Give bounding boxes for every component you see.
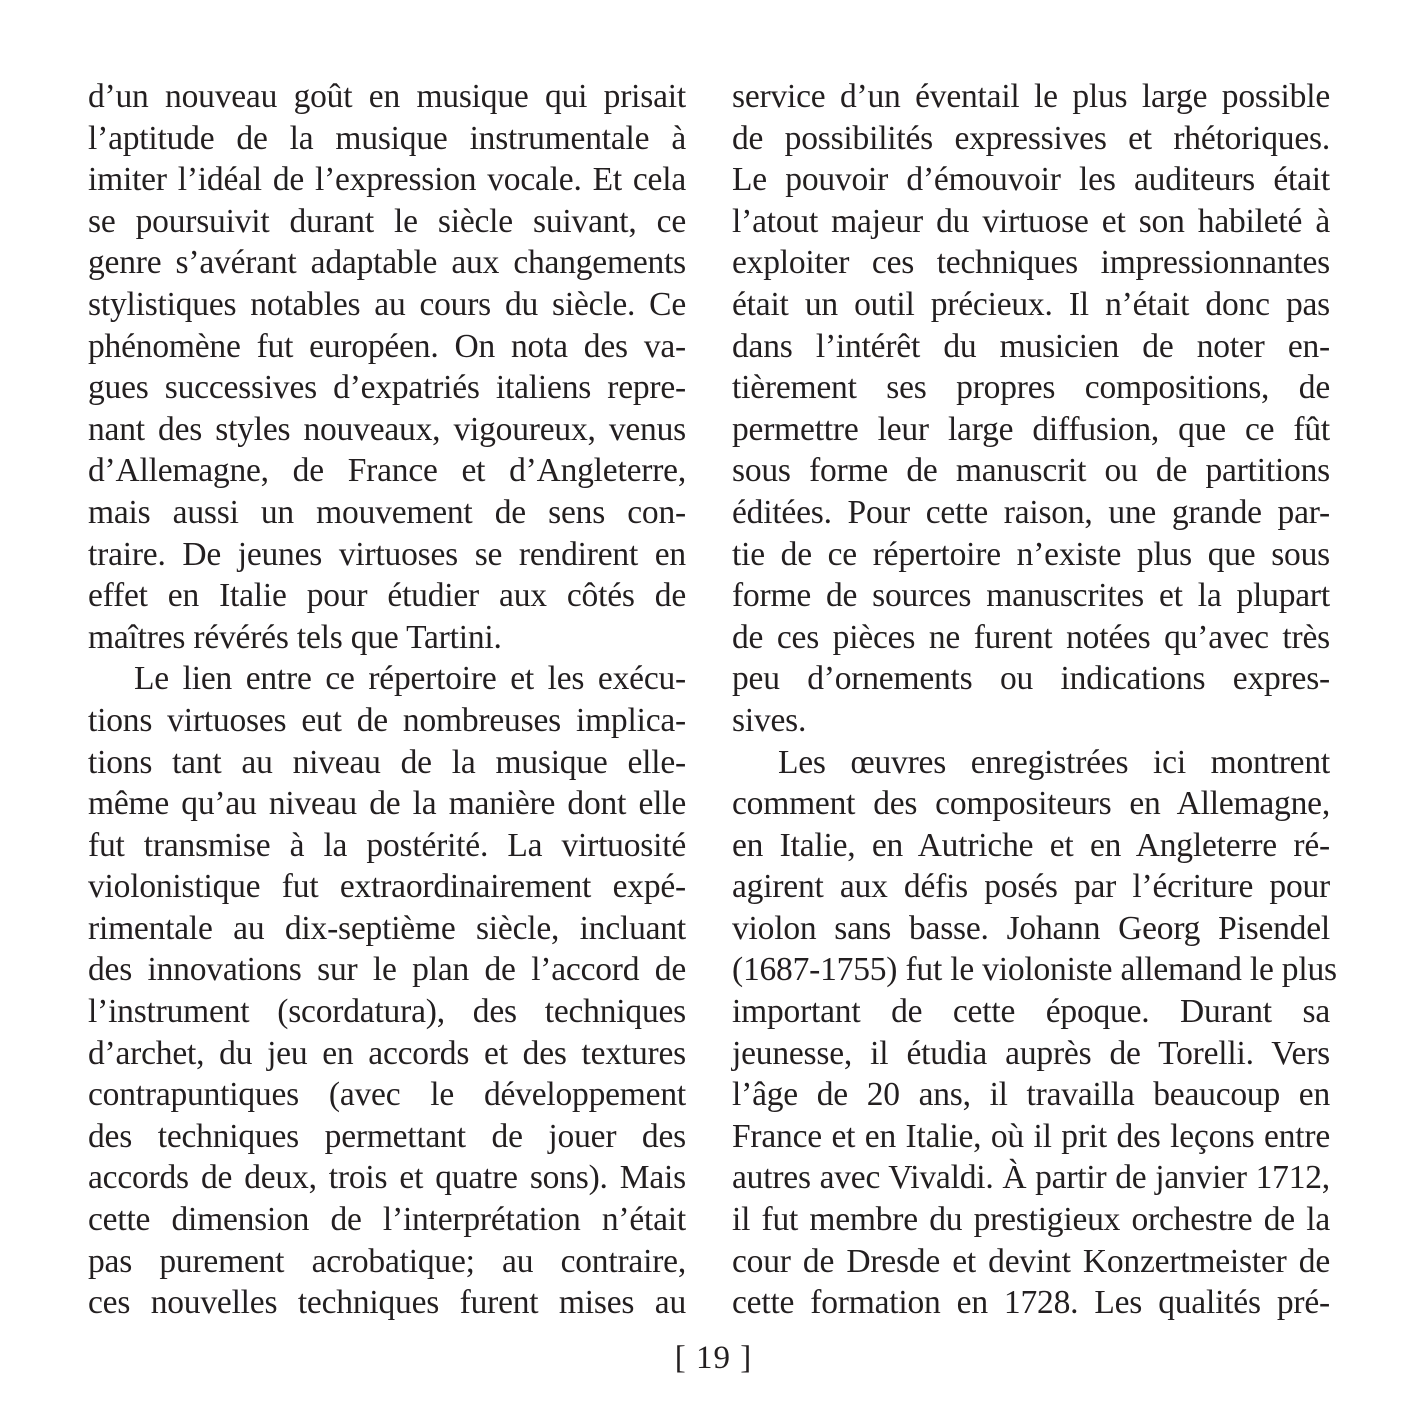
text-line: tions virtuoses eut de nombreuses implica- — [88, 701, 686, 739]
text-line: Les œuvres enregistrées ici montrent — [778, 743, 1330, 781]
text-line: rimentale au dix-septième siècle, incluant — [88, 909, 686, 947]
text-line: service d’un éventail le plus large possible — [732, 78, 1330, 115]
text-line: en Italie, en Autriche et en Angleterre ré- — [732, 826, 1330, 864]
paragraph — [732, 76, 1330, 742]
text-line: fut transmise à la postérité. La virtuosité — [88, 826, 686, 864]
text-line: cette dimension de l’interprétation n’était — [88, 1201, 686, 1239]
text-line: de possibilités expressives et rhétoriques. — [732, 119, 1330, 157]
text-line: se poursuivit durant le siècle suivant, ce — [88, 202, 686, 240]
text-line: agirent aux défis posés par l’écriture pour — [732, 868, 1330, 906]
text-line: des innovations sur le plan de l’accord de — [88, 951, 686, 989]
text-line: d’un nouveau goût en musique qui prisait — [88, 78, 686, 115]
text-line: traire. De jeunes virtuoses se rendirent en — [88, 535, 686, 573]
text-line: maîtres révérés tels que Tartini. — [88, 618, 502, 656]
text-line: tions tant au niveau de la musique elle- — [88, 743, 686, 781]
text-line: sives. — [732, 701, 807, 739]
text-line: d’archet, du jeu en accords et des textures — [88, 1034, 686, 1072]
text-line: forme de sources manuscrites et la plupart — [732, 577, 1330, 615]
text-line: violonistique fut extraordinairement expé- — [88, 868, 686, 906]
text-line: gues successives d’expatriés italiens repre- — [88, 369, 686, 407]
text-line: il fut membre du prestigieux orchestre de la — [732, 1201, 1330, 1239]
text-line: peu d’ornements ou indications expres- — [732, 660, 1330, 698]
text-line: comment des compositeurs en Allemagne, — [732, 785, 1330, 823]
text-line: Le pouvoir d’émouvoir les auditeurs était — [732, 161, 1330, 199]
text-line: exploiter ces techniques impressionnantes — [732, 244, 1330, 282]
text-line: l’âge de 20 ans, il travailla beaucoup en — [732, 1076, 1330, 1114]
text-line: d’Allemagne, de France et d’Angleterre, — [88, 452, 686, 490]
text-line: l’instrument (scordatura), des techniques — [88, 993, 686, 1031]
text-line: important de cette époque. Durant sa — [732, 993, 1330, 1031]
text-line: accords de deux, trois et quatre sons). Mais — [88, 1159, 686, 1197]
paragraph — [88, 658, 686, 1324]
text-line: France et en Italie, où il prit des leçons entre — [732, 1117, 1330, 1155]
text-line: autres avec Vivaldi. À partir de janvier 1712, — [732, 1159, 1330, 1197]
text-line: de ces pièces ne furent notées qu’avec très — [732, 618, 1330, 656]
left-column — [88, 76, 686, 1324]
text-line: était un outil précieux. Il n’était donc pas — [732, 285, 1330, 323]
text-line: contrapuntiques (avec le développement — [88, 1076, 686, 1114]
text-line: violon sans basse. Johann Georg Pisendel — [732, 909, 1330, 947]
text-line: pas purement acrobatique; au contraire, — [88, 1242, 686, 1280]
text-line: tie de ce répertoire n’existe plus que sous — [732, 535, 1330, 573]
text-line: Le lien entre ce répertoire et les exécu- — [134, 660, 686, 698]
page-number: [ 19 ] — [674, 1340, 753, 1376]
text-line: (1687-1755) fut le violoniste allemand le plus — [732, 951, 1337, 989]
text-line: dans l’intérêt du musicien de noter en- — [732, 327, 1330, 365]
text-line: même qu’au niveau de la manière dont elle — [88, 785, 686, 823]
right-column — [732, 76, 1337, 1324]
text-line: des techniques permettant de jouer des — [88, 1117, 686, 1155]
text-line: imiter l’idéal de l’expression vocale. Et cela — [88, 161, 686, 199]
text-line: tièrement ses propres compositions, de — [732, 369, 1330, 407]
text-line: effet en Italie pour étudier aux côtés de — [88, 577, 686, 615]
text-line: l’aptitude de la musique instrumentale à — [88, 119, 686, 157]
text-line: permettre leur large diffusion, que ce fût — [732, 410, 1330, 448]
text-line: cette formation en 1728. Les qualités pré- — [732, 1284, 1330, 1322]
text-line: cour de Dresde et devint Konzertmeister de — [732, 1242, 1330, 1280]
text-line: jeunesse, il étudia auprès de Torelli. Vers — [732, 1034, 1330, 1072]
text-line: ces nouvelles techniques furent mises au — [88, 1284, 686, 1322]
text-line: sous forme de manuscrit ou de partitions — [732, 452, 1330, 490]
text-line: stylistiques notables au cours du siècle. Ce — [88, 285, 686, 323]
paragraph — [732, 742, 1337, 1324]
text-line: genre s’avérant adaptable aux changements — [88, 244, 686, 282]
text-line: mais aussi un mouvement de sens con- — [88, 493, 686, 531]
paragraph — [88, 76, 686, 658]
text-line: éditées. Pour cette raison, une grande par- — [732, 493, 1330, 531]
text-line: nant des styles nouveaux, vigoureux, venus — [88, 410, 686, 448]
text-line: l’atout majeur du virtuose et son habileté à — [732, 202, 1330, 240]
text-line: phénomène fut européen. On nota des va- — [88, 327, 686, 365]
